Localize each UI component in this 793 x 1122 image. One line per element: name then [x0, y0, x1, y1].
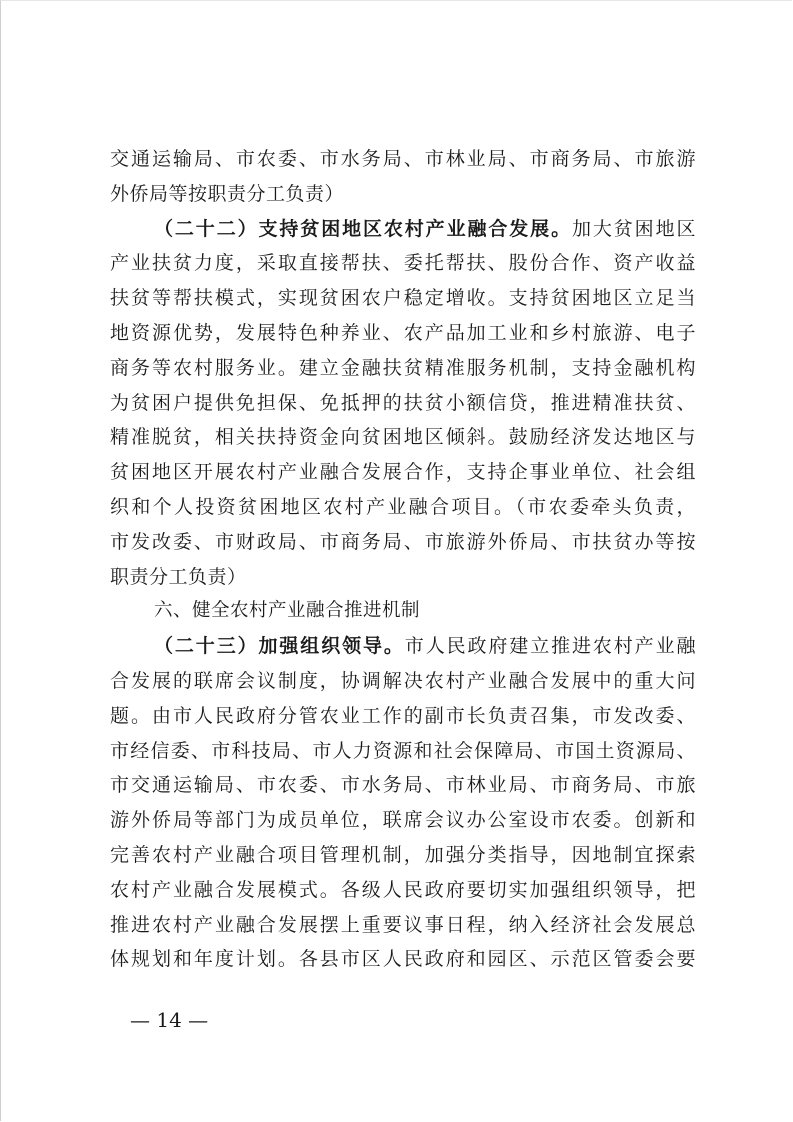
text-line: 市经信委、市科技局、市人力资源和社会保障局、市国土资源局、 [110, 739, 696, 762]
text-line: 为贫困户提供免担保、免抵押的扶贫小额信贷，推进精准扶贫、 [110, 391, 696, 414]
text-line: 交通运输局、市农委、市水务局、市林业局、市商务局、市旅游 [110, 148, 696, 170]
section-heading-6: 六、健全农村产业融合推进机制 [154, 600, 421, 622]
text-line: 精准脱贫，相关扶持资金向贫困地区倾斜。鼓励经济发达地区与 [110, 426, 696, 449]
text-line: 游外侨局等部门为成员单位，联席会议办公室设市农委。创新和 [110, 809, 696, 832]
text-line: 外侨局等按职责分工负责） [110, 182, 345, 205]
section-title-23: （二十三）加强组织领导。 [154, 635, 405, 658]
section-title-22: （二十二）支持贫困地区农村产业融合发展。 [154, 217, 572, 240]
text-line: 扶贫等帮扶模式，实现贫困农户稳定增收。支持贫困地区立足当 [110, 287, 696, 310]
text-line: 合发展的联席会议制度，协调解决农村产业融合发展中的重大问 [110, 669, 696, 692]
text-line: 产业扶贫力度，采取直接帮扶、委托帮扶、股份合作、资产收益 [110, 252, 696, 275]
text-line: 完善农村产业融合项目管理机制，加强分类指导，因地制宜探索 [110, 843, 696, 866]
text-line: 贫困地区开展农村产业融合发展合作，支持企事业单位、社会组 [110, 461, 696, 484]
text-run: 市人民政府建立推进农村产业融 [404, 635, 696, 658]
text-line: 市发改委、市财政局、市商务局、市旅游外侨局、市扶贫办等按 [110, 530, 696, 553]
text-line: 题。由市人民政府分管农业工作的副市长负责召集，市发改委、 [110, 704, 696, 727]
text-line [110, 212, 696, 247]
text-line: 商务等农村服务业。建立金融扶贫精准服务机制，支持金融机构 [110, 356, 696, 379]
text-line [110, 629, 696, 664]
text-line: 织和个人投资贫困地区农村产业融合项目。（市农委牵头负责， [110, 495, 696, 518]
page-number: — 14 — [130, 1008, 209, 1032]
document-body [110, 142, 696, 977]
text-line: 体规划和年度计划。各县市区人民政府和园区、示范区管委会要 [110, 948, 696, 971]
text-line: 地资源优势，发展特色种养业、农产品加工业和乡村旅游、电子 [110, 321, 696, 344]
text-run: 加大贫困地区 [571, 217, 696, 240]
text-line: 推进农村产业融合发展摆上重要议事日程，纳入经济社会发展总 [110, 913, 696, 936]
text-line: 农村产业融合发展模式。各级人民政府要切实加强组织领导，把 [110, 878, 696, 901]
text-line: 职责分工负责） [110, 565, 247, 588]
text-line: 市交通运输局、市农委、市水务局、市林业局、市商务局、市旅 [110, 774, 696, 797]
